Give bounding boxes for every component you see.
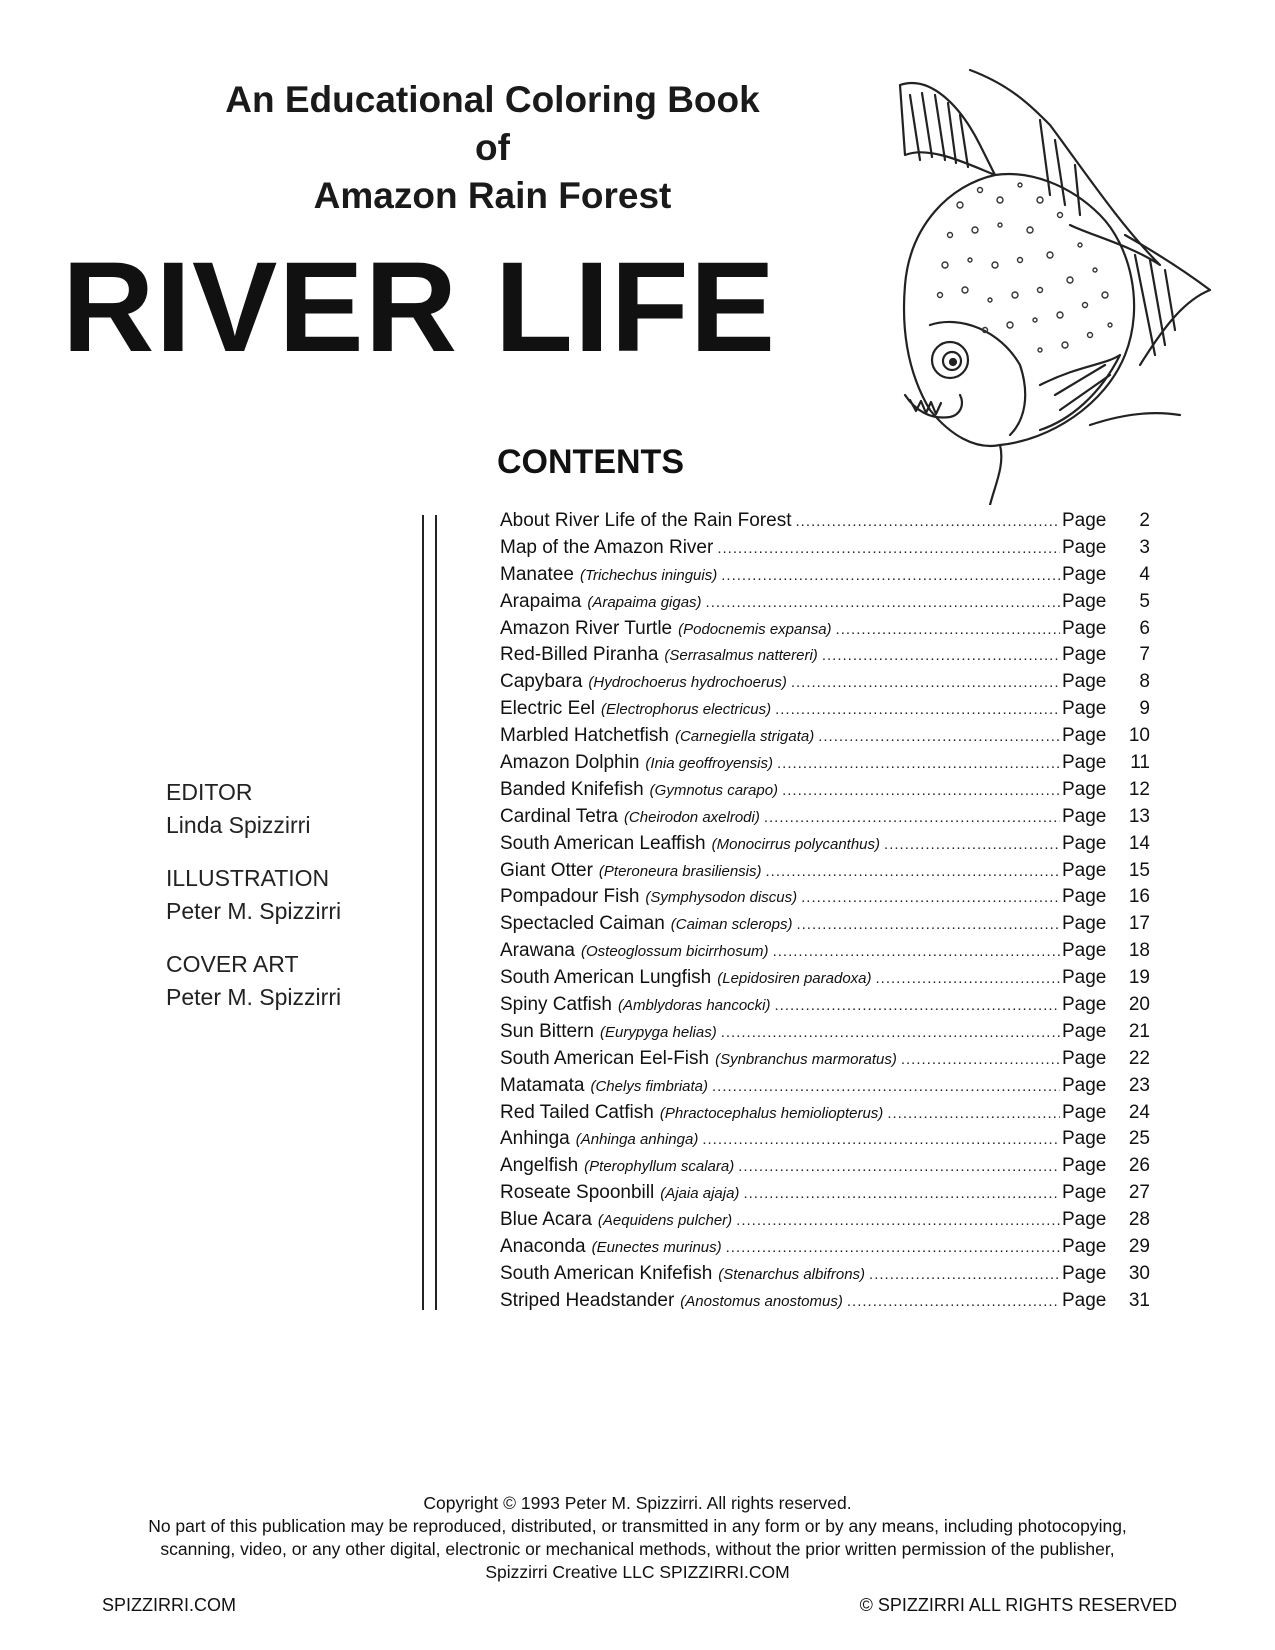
toc-entry-scientific-name: (Gymnotus carapo) — [649, 781, 779, 799]
toc-entry-page-label: Page — [1062, 590, 1107, 612]
toc-entry-scientific-name: (Inia geoffroyensis) — [645, 755, 773, 773]
toc-entry-page-label: Page — [1062, 1236, 1107, 1258]
toc-entry-title: Roseate Spoonbill — [500, 1182, 655, 1204]
toc-entry-page-number: 18 — [1128, 940, 1150, 962]
toc-entry-scientific-name: (Cheirodon axelrodi) — [623, 808, 760, 826]
toc-entry-page-number: 23 — [1128, 1074, 1150, 1096]
toc-entry-scientific-name: (Stenarchus albifrons) — [718, 1265, 866, 1283]
toc-entry — [500, 725, 1150, 752]
toc-entry-page-number: 26 — [1128, 1155, 1150, 1177]
toc-entry-leader — [775, 997, 1060, 1014]
toc-entry-leader — [712, 1078, 1060, 1095]
toc-entry-page-number: 30 — [1128, 1262, 1150, 1284]
toc-entry — [500, 1155, 1150, 1182]
toc-entry-page-label: Page — [1062, 617, 1107, 639]
contents-heading: CONTENTS — [497, 443, 684, 481]
table-of-contents — [500, 510, 1150, 1317]
toc-entry — [500, 644, 1150, 671]
toc-entry-title: Anhinga — [500, 1128, 570, 1150]
angelfish-icon — [890, 65, 1215, 505]
toc-entry-title: Cardinal Tetra — [500, 805, 618, 827]
toc-entry-title: Marbled Hatchetfish — [500, 725, 669, 747]
toc-entry — [500, 967, 1150, 994]
toc-entry-page-number: 29 — [1128, 1236, 1150, 1258]
toc-entry-page-label: Page — [1062, 1155, 1107, 1177]
toc-entry-page-number: 7 — [1139, 644, 1150, 666]
toc-entry-page-label: Page — [1062, 563, 1107, 585]
toc-entry-page-label: Page — [1062, 886, 1107, 908]
toc-entry-page-number: 15 — [1128, 859, 1150, 881]
toc-entry-scientific-name: (Hydrochoerus hydrochoerus) — [588, 674, 787, 692]
toc-entry-scientific-name: (Osteoglossum bicirrhosum) — [581, 943, 769, 961]
cover-art-label: COVER ART — [166, 951, 299, 977]
toc-entry-title: Angelfish — [500, 1155, 579, 1177]
toc-entry-page-number: 16 — [1128, 886, 1150, 908]
toc-entry-page-number: 28 — [1128, 1209, 1150, 1231]
toc-entry-page-number: 17 — [1128, 913, 1150, 935]
toc-entry-page-number: 12 — [1128, 778, 1150, 800]
toc-entry-title: South American Leaffish — [500, 832, 706, 854]
toc-entry-scientific-name: (Amblydoras hancocki) — [617, 997, 771, 1015]
toc-entry-leader — [764, 809, 1060, 826]
toc-entry-scientific-name: (Pteroneura brasiliensis) — [598, 862, 762, 880]
illustration-label: ILLUSTRATION — [166, 865, 330, 891]
toc-entry-page-label: Page — [1062, 644, 1107, 666]
footer-website: SPIZZIRRI.COM — [102, 1595, 236, 1615]
toc-entry-scientific-name: (Monocirrus polycanthus) — [711, 835, 881, 853]
toc-entry-leader — [738, 1158, 1060, 1175]
toc-entry-page-label: Page — [1062, 1289, 1107, 1311]
toc-entry-page-label: Page — [1062, 1262, 1107, 1284]
toc-entry-page-number: 14 — [1128, 832, 1150, 854]
toc-entry-page-label: Page — [1062, 1020, 1107, 1042]
toc-entry-scientific-name: (Pterophyllum scalara) — [584, 1158, 735, 1176]
toc-entry-leader — [876, 970, 1060, 987]
toc-entry-page-label: Page — [1062, 940, 1107, 962]
toc-entry-page-label: Page — [1062, 1074, 1107, 1096]
toc-entry-title: Amazon Dolphin — [500, 752, 640, 774]
toc-entry-scientific-name: (Podocnemis expansa) — [678, 620, 832, 638]
toc-entry-leader — [795, 513, 1060, 530]
toc-entry-leader — [721, 567, 1060, 584]
subtitle-line-1: An Educational Coloring Book — [225, 79, 760, 120]
cover-art-credit — [166, 948, 341, 1014]
toc-entry — [500, 833, 1150, 860]
toc-entry-title: Capybara — [500, 671, 583, 693]
toc-entry — [500, 1021, 1150, 1048]
toc-entry — [500, 994, 1150, 1021]
toc-entry-title: Red Tailed Catfish — [500, 1101, 654, 1123]
toc-entry-page-number: 8 — [1139, 671, 1150, 693]
toc-entry — [500, 1263, 1150, 1290]
book-title: RIVER LIFE — [62, 236, 777, 379]
toc-entry-scientific-name: (Caiman sclerops) — [670, 916, 793, 934]
toc-entry-leader — [884, 836, 1060, 853]
toc-entry-page-label: Page — [1062, 1128, 1107, 1150]
toc-entry-leader — [726, 1239, 1060, 1256]
toc-entry-title: Amazon River Turtle — [500, 617, 673, 639]
toc-entry-scientific-name: (Eunectes murinus) — [591, 1239, 722, 1257]
toc-entry-title: Arawana — [500, 940, 575, 962]
toc-entry-scientific-name: (Carnegiella strigata) — [674, 728, 815, 746]
toc-entry-leader — [717, 540, 1060, 557]
toc-entry-scientific-name: (Arapaima gigas) — [587, 593, 702, 611]
subtitle-line-2: of — [475, 127, 510, 168]
toc-entry-page-number: 2 — [1139, 510, 1150, 531]
editor-name: Linda Spizzirri — [166, 812, 311, 838]
toc-entry-page-label: Page — [1062, 805, 1107, 827]
toc-entry-leader — [702, 1131, 1060, 1148]
toc-entry-page-number: 11 — [1130, 752, 1150, 774]
toc-entry-leader — [782, 782, 1060, 799]
toc-entry-leader — [901, 1051, 1060, 1068]
toc-entry-page-number: 9 — [1139, 698, 1150, 720]
copyright-line: Spizzirri Creative LLC SPIZZIRRI.COM — [485, 1562, 790, 1582]
toc-entry-leader — [736, 1212, 1060, 1229]
toc-entry-page-number: 19 — [1128, 967, 1150, 989]
toc-entry-title: Manatee — [500, 563, 574, 585]
toc-entry-leader — [822, 647, 1060, 664]
toc-entry — [500, 1182, 1150, 1209]
toc-entry-leader — [721, 1024, 1060, 1041]
toc-entry — [500, 698, 1150, 725]
toc-entry — [500, 618, 1150, 645]
toc-entry-scientific-name: (Trichechus ininguis) — [579, 566, 718, 584]
toc-entry-leader — [847, 1293, 1060, 1310]
toc-entry-leader — [836, 621, 1060, 638]
toc-entry-page-label: Page — [1062, 1101, 1107, 1123]
toc-entry-leader — [775, 701, 1060, 718]
footer-rights: © SPIZZIRRI ALL RIGHTS RESERVED — [859, 1595, 1177, 1615]
toc-entry-leader — [706, 594, 1060, 611]
toc-entry-page-number: 3 — [1139, 536, 1150, 558]
copyright-line: No part of this publication may be reproduced, distributed, or transmitted in any form or by any means, including photocopying, — [148, 1516, 1127, 1536]
editor-label: EDITOR — [166, 779, 253, 805]
book-subtitle — [160, 76, 825, 220]
toc-entry-title: Giant Otter — [500, 859, 593, 881]
toc-entry-page-label: Page — [1062, 671, 1107, 693]
toc-entry-title: Banded Knifefish — [500, 778, 644, 800]
toc-entry — [500, 1209, 1150, 1236]
toc-entry-page-label: Page — [1062, 994, 1107, 1016]
copyright-notice — [60, 1492, 1215, 1584]
toc-entry-title: Matamata — [500, 1074, 585, 1096]
toc-entry-scientific-name: (Symphysodon discus) — [645, 889, 798, 907]
toc-entry-title: Blue Acara — [500, 1209, 592, 1231]
toc-entry — [500, 940, 1150, 967]
toc-entry-leader — [887, 1105, 1060, 1122]
toc-entry — [500, 591, 1150, 618]
toc-entry-scientific-name: (Chelys fimbriata) — [590, 1077, 709, 1095]
cover-art-name: Peter M. Spizzirri — [166, 984, 342, 1010]
toc-entry-page-number: 4 — [1139, 563, 1150, 585]
toc-entry-page-label: Page — [1062, 1047, 1107, 1069]
editor-credit — [166, 776, 341, 842]
divider-line — [422, 515, 424, 1310]
toc-entry-page-number: 27 — [1128, 1182, 1150, 1204]
toc-entry-title: Red-Billed Piranha — [500, 644, 659, 666]
toc-entry-page-label: Page — [1062, 510, 1107, 531]
illustration-credit — [166, 862, 341, 928]
toc-entry-leader — [773, 943, 1060, 960]
toc-entry — [500, 806, 1150, 833]
toc-entry-scientific-name: (Lepidosiren paradoxa) — [717, 970, 872, 988]
toc-entry-title: Spiny Catfish — [500, 994, 612, 1016]
toc-entry-page-number: 25 — [1128, 1128, 1150, 1150]
toc-entry-leader — [796, 916, 1060, 933]
toc-entry-scientific-name: (Electrophorus electricus) — [601, 701, 772, 719]
toc-entry-title: South American Eel-Fish — [500, 1047, 710, 1069]
illustration-name: Peter M. Spizzirri — [166, 898, 342, 924]
toc-entry — [500, 1128, 1150, 1155]
toc-entry-title: Anaconda — [500, 1236, 586, 1258]
toc-entry — [500, 564, 1150, 591]
copyright-line: Copyright © 1993 Peter M. Spizzirri. All rights reserved. — [423, 1493, 852, 1513]
toc-entry — [500, 913, 1150, 940]
toc-entry-leader — [818, 728, 1060, 745]
toc-entry-page-number: 24 — [1128, 1101, 1150, 1123]
toc-entry-leader — [777, 755, 1060, 772]
toc-entry-title: Electric Eel — [500, 698, 596, 720]
toc-entry-title: Pompadour Fish — [500, 886, 640, 908]
toc-entry-leader — [743, 1185, 1060, 1202]
toc-entry-scientific-name: (Serrasalmus nattereri) — [664, 647, 818, 665]
toc-entry — [500, 1048, 1150, 1075]
toc-entry-page-label: Page — [1062, 859, 1107, 881]
toc-entry-page-label: Page — [1062, 1209, 1107, 1231]
toc-entry-page-label: Page — [1062, 536, 1107, 558]
toc-entry-page-number: 31 — [1128, 1289, 1150, 1311]
toc-entry-scientific-name: (Eurypyga helias) — [600, 1023, 717, 1041]
toc-entry-title: Striped Headstander — [500, 1289, 675, 1311]
toc-entry-page-label: Page — [1062, 752, 1107, 774]
toc-entry-scientific-name: (Aequidens pulcher) — [597, 1212, 733, 1230]
toc-entry — [500, 1102, 1150, 1129]
toc-entry-page-label: Page — [1062, 832, 1107, 854]
toc-entry — [500, 537, 1150, 564]
toc-entry-scientific-name: (Ajaia ajaja) — [660, 1185, 740, 1203]
divider-line — [435, 515, 437, 1310]
toc-entry-page-number: 5 — [1139, 590, 1150, 612]
toc-entry-scientific-name: (Synbranchus marmoratus) — [715, 1050, 897, 1068]
toc-entry-leader — [791, 674, 1060, 691]
toc-entry — [500, 886, 1150, 913]
toc-entry-page-label: Page — [1062, 1182, 1107, 1204]
toc-entry-title: Arapaima — [500, 590, 582, 612]
toc-entry-page-label: Page — [1062, 778, 1107, 800]
toc-entry-page-number: 13 — [1128, 805, 1150, 827]
toc-entry-title: Map of the Amazon River — [500, 536, 714, 558]
copyright-line: scanning, video, or any other digital, electronic or mechanical methods, without the prior written permission of the publisher, — [160, 1539, 1115, 1559]
toc-entry-scientific-name: (Phractocephalus hemioliopterus) — [659, 1104, 884, 1122]
toc-entry — [500, 1236, 1150, 1263]
toc-entry — [500, 1075, 1150, 1102]
toc-entry-page-label: Page — [1062, 725, 1107, 747]
toc-entry-page-label: Page — [1062, 967, 1107, 989]
toc-entry — [500, 671, 1150, 698]
toc-entry-title: Spectacled Caiman — [500, 913, 665, 935]
toc-entry-scientific-name: (Anostomus anostomus) — [680, 1292, 843, 1310]
toc-entry-page-number: 10 — [1128, 725, 1150, 747]
toc-entry — [500, 860, 1150, 887]
toc-entry-title: Sun Bittern — [500, 1020, 594, 1042]
toc-entry-page-number: 6 — [1139, 617, 1150, 639]
credits — [166, 776, 341, 1034]
toc-entry-leader — [869, 1266, 1060, 1283]
toc-entry-page-label: Page — [1062, 913, 1107, 935]
toc-entry-page-label: Page — [1062, 698, 1107, 720]
toc-entry-title: About River Life of the Rain Forest — [500, 510, 792, 531]
toc-entry-title: South American Knifefish — [500, 1262, 713, 1284]
toc-entry-leader — [766, 863, 1061, 880]
toc-entry-scientific-name: (Anhinga anhinga) — [575, 1131, 699, 1149]
toc-entry-title: South American Lungfish — [500, 967, 712, 989]
subtitle-line-3: Amazon Rain Forest — [313, 175, 672, 216]
toc-entry — [500, 752, 1150, 779]
toc-entry-leader — [801, 889, 1060, 906]
toc-entry-page-number: 22 — [1128, 1047, 1150, 1069]
toc-entry — [500, 779, 1150, 806]
toc-entry-page-number: 21 — [1128, 1020, 1150, 1042]
toc-entry — [500, 1290, 1150, 1317]
toc-entry-page-number: 20 — [1128, 994, 1150, 1016]
toc-entry — [500, 510, 1150, 537]
